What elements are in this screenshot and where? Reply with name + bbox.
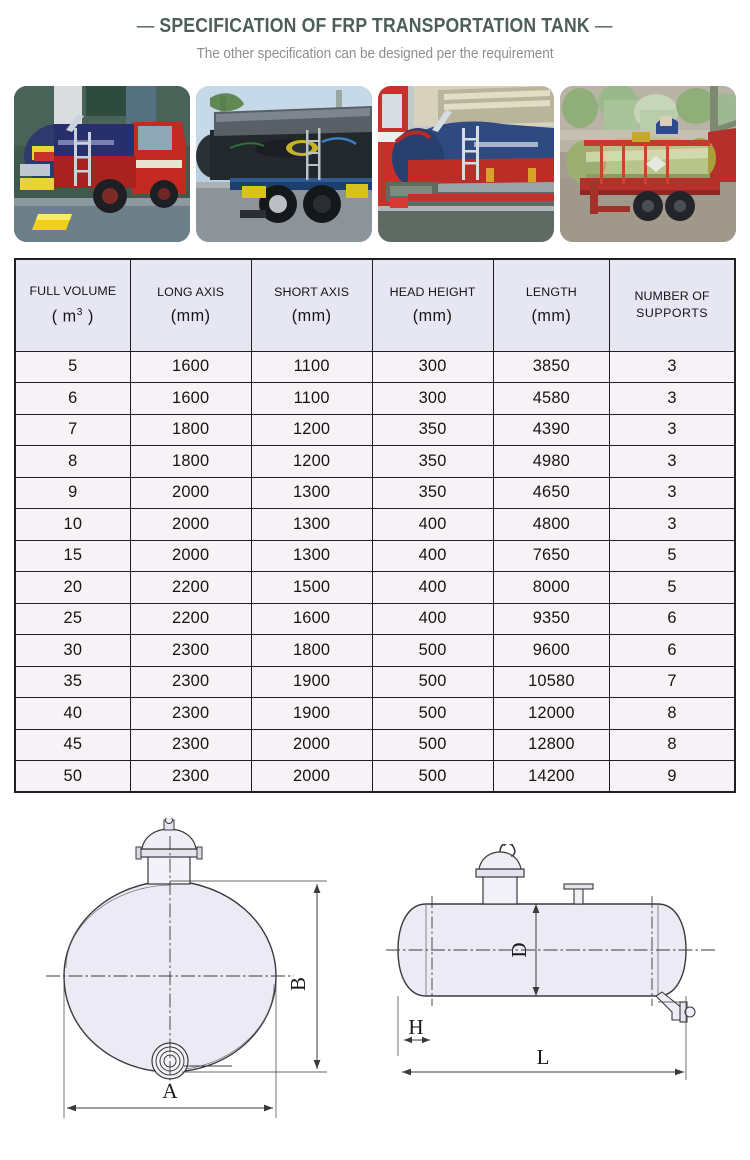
- column-unit: (mm): [531, 306, 572, 325]
- manhole-neck: [148, 856, 190, 884]
- manhole-lid: [142, 829, 196, 849]
- cell-supports: 7: [610, 666, 735, 698]
- cell-long_axis: 2000: [130, 477, 251, 509]
- column-unit: (mm): [170, 306, 211, 325]
- cell-head_height: 500: [372, 635, 493, 667]
- table-row: [15, 761, 735, 793]
- title-text: SPECIFICATION OF FRP TRANSPORTATION TANK: [159, 14, 591, 37]
- cell-head_height: 500: [372, 729, 493, 761]
- cell-full_volume: 50: [15, 761, 130, 793]
- cell-length: 7650: [493, 540, 610, 572]
- discharge-outlet: [656, 992, 682, 1020]
- column-header-short-axis: [251, 259, 372, 351]
- page-header: [0, 0, 750, 62]
- cell-supports: 3: [610, 446, 735, 478]
- table-row: [15, 635, 735, 667]
- cell-long_axis: 1600: [130, 351, 251, 383]
- cell-supports: 5: [610, 540, 735, 572]
- column-header-long-axis: [130, 259, 251, 351]
- column-label: NUMBER OF: [634, 289, 710, 304]
- cell-full_volume: 9: [15, 477, 130, 509]
- cell-short_axis: 1600: [251, 603, 372, 635]
- cell-head_height: 300: [372, 383, 493, 415]
- column-unit: SUPPORTS: [636, 306, 709, 321]
- cell-head_height: 500: [372, 761, 493, 793]
- cell-supports: 8: [610, 698, 735, 730]
- column-unit: (mm): [412, 306, 453, 325]
- table-body: [15, 351, 735, 792]
- cell-long_axis: 2300: [130, 698, 251, 730]
- cell-head_height: 400: [372, 509, 493, 541]
- table-row: [15, 666, 735, 698]
- dimension-label-l: L: [536, 1045, 550, 1069]
- photo-blue-tanker-truck: [14, 86, 190, 242]
- cell-length: 12800: [493, 729, 610, 761]
- photo-black-tank-trailer: [196, 86, 372, 242]
- cell-full_volume: 5: [15, 351, 130, 383]
- cell-supports: 9: [610, 761, 735, 793]
- cell-long_axis: 2300: [130, 666, 251, 698]
- cell-full_volume: 15: [15, 540, 130, 572]
- column-header-full-volume: [15, 259, 130, 351]
- cell-full_volume: 40: [15, 698, 130, 730]
- cell-long_axis: 1600: [130, 383, 251, 415]
- cell-supports: 5: [610, 572, 735, 604]
- cell-supports: 3: [610, 414, 735, 446]
- cell-supports: 6: [610, 603, 735, 635]
- cell-head_height: 500: [372, 666, 493, 698]
- cell-short_axis: 2000: [251, 729, 372, 761]
- tank-cross-section-drawing: [22, 818, 352, 1148]
- dimension-label-b: B: [286, 976, 310, 992]
- table-header-row: [15, 259, 735, 351]
- dimension-label-a: A: [162, 1079, 178, 1103]
- cell-long_axis: 2200: [130, 603, 251, 635]
- column-header-number-of-supports: [610, 259, 735, 351]
- cell-short_axis: 1900: [251, 698, 372, 730]
- column-unit: ( $m^3$ ): [51, 306, 94, 326]
- table-row: [15, 603, 735, 635]
- column-label: FULL VOLUME: [29, 284, 117, 299]
- cell-length: 3850: [493, 351, 610, 383]
- cell-full_volume: 10: [15, 509, 130, 541]
- manhole-flange: [139, 849, 199, 857]
- dimension-label-d: D: [507, 942, 531, 958]
- cell-supports: 3: [610, 383, 735, 415]
- cell-length: 4800: [493, 509, 610, 541]
- cell-head_height: 350: [372, 414, 493, 446]
- table-row: [15, 446, 735, 478]
- photo-strip: [14, 86, 736, 242]
- cell-short_axis: 1900: [251, 666, 372, 698]
- cell-length: 12000: [493, 698, 610, 730]
- dimension-label-h: H: [408, 1015, 424, 1039]
- table-row: [15, 351, 735, 383]
- cell-length: 4390: [493, 414, 610, 446]
- table-row: [15, 729, 735, 761]
- photo-blue-tank-red-truck: [378, 86, 554, 242]
- cell-short_axis: 1200: [251, 414, 372, 446]
- cell-short_axis: 1300: [251, 509, 372, 541]
- specification-table: [14, 258, 736, 793]
- cell-head_height: 500: [372, 698, 493, 730]
- cell-head_height: 400: [372, 572, 493, 604]
- column-unit: (mm): [291, 306, 332, 325]
- cell-long_axis: 1800: [130, 414, 251, 446]
- table-row: [15, 509, 735, 541]
- cell-supports: 3: [610, 351, 735, 383]
- table-row: [15, 572, 735, 604]
- cell-length: 4980: [493, 446, 610, 478]
- cell-supports: 3: [610, 509, 735, 541]
- cell-short_axis: 1500: [251, 572, 372, 604]
- tank-side-elevation-drawing: [386, 844, 726, 1112]
- cell-long_axis: 2000: [130, 509, 251, 541]
- cell-full_volume: 30: [15, 635, 130, 667]
- column-header-length: [493, 259, 610, 351]
- column-label: LONG AXIS: [157, 284, 225, 299]
- cell-long_axis: 1800: [130, 446, 251, 478]
- table-row: [15, 698, 735, 730]
- cell-supports: 8: [610, 729, 735, 761]
- cell-length: 10580: [493, 666, 610, 698]
- cell-full_volume: 8: [15, 446, 130, 478]
- manhole-flange: [476, 869, 524, 877]
- cell-full_volume: 6: [15, 383, 130, 415]
- cell-length: 8000: [493, 572, 610, 604]
- cell-long_axis: 2000: [130, 540, 251, 572]
- cell-long_axis: 2300: [130, 635, 251, 667]
- cell-full_volume: 20: [15, 572, 130, 604]
- cell-head_height: 350: [372, 477, 493, 509]
- nozzle-flange: [564, 884, 593, 889]
- column-header-head-height: [372, 259, 493, 351]
- cell-short_axis: 2000: [251, 761, 372, 793]
- cell-full_volume: 25: [15, 603, 130, 635]
- cell-head_height: 400: [372, 540, 493, 572]
- cell-head_height: 350: [372, 446, 493, 478]
- cell-length: 9600: [493, 635, 610, 667]
- cell-long_axis: 2300: [130, 761, 251, 793]
- nozzle: [574, 888, 583, 904]
- technical-drawings: [0, 818, 750, 1160]
- cell-short_axis: 1200: [251, 446, 372, 478]
- column-label: LENGTH: [525, 284, 577, 299]
- column-label: SHORT AXIS: [274, 284, 350, 299]
- cell-head_height: 300: [372, 351, 493, 383]
- manhole-neck: [483, 876, 517, 904]
- cell-length: 14200: [493, 761, 610, 793]
- table-row: [15, 540, 735, 572]
- table-row: [15, 383, 735, 415]
- table-row: [15, 477, 735, 509]
- cell-short_axis: 1100: [251, 383, 372, 415]
- title-dash-left: —: [137, 14, 155, 37]
- title-dash-right: —: [595, 14, 613, 37]
- cell-full_volume: 7: [15, 414, 130, 446]
- cell-short_axis: 1300: [251, 477, 372, 509]
- cell-length: 4580: [493, 383, 610, 415]
- cell-full_volume: 45: [15, 729, 130, 761]
- cell-length: 4650: [493, 477, 610, 509]
- page-subtitle: The other specification can be designed per the requirement: [196, 46, 554, 62]
- column-label: HEAD HEIGHT: [389, 284, 476, 299]
- cell-head_height: 400: [372, 603, 493, 635]
- cell-full_volume: 35: [15, 666, 130, 698]
- table-row: [15, 414, 735, 446]
- cell-short_axis: 1100: [251, 351, 372, 383]
- cell-length: 9350: [493, 603, 610, 635]
- cell-long_axis: 2200: [130, 572, 251, 604]
- cell-supports: 3: [610, 477, 735, 509]
- cell-supports: 6: [610, 635, 735, 667]
- page-title: [137, 14, 613, 38]
- photo-green-tank-yard: [560, 86, 736, 242]
- cell-short_axis: 1800: [251, 635, 372, 667]
- cell-long_axis: 2300: [130, 729, 251, 761]
- cell-short_axis: 1300: [251, 540, 372, 572]
